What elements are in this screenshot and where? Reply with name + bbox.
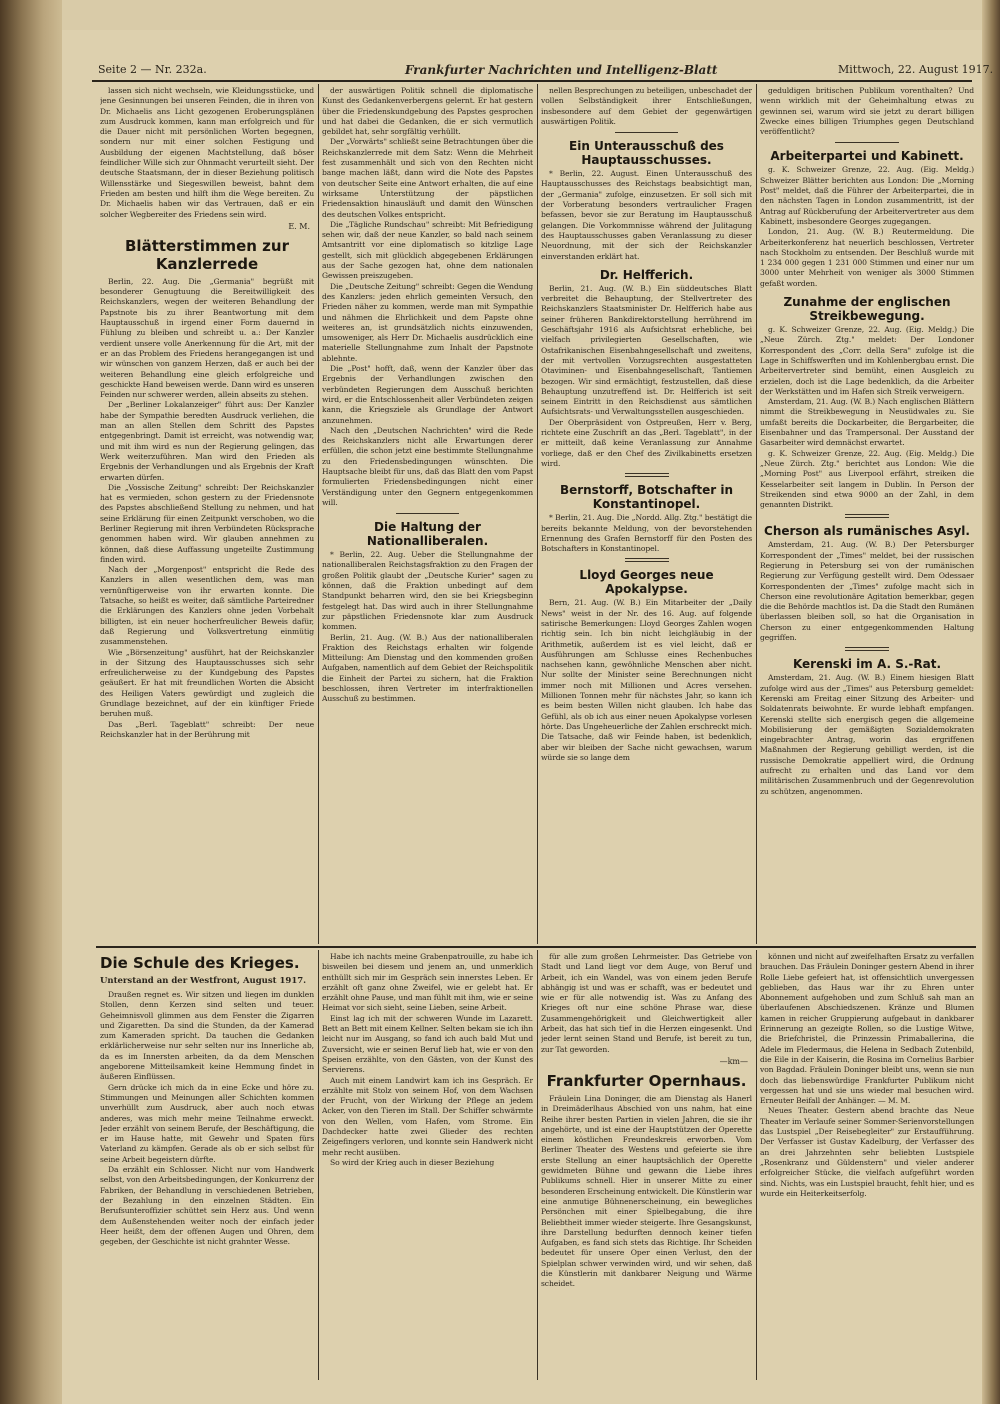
- headline-nationalliberalen: Die Haltung der Nationalliberalen.: [366, 520, 489, 549]
- column-rule: [756, 950, 757, 1380]
- separator: [615, 132, 678, 133]
- article-paragraph: Einst lag ich mit der schweren Wunde im Lazarett. Bett an Bett mit einem Kellner. Selten bekam sie ich ihn leicht nur im Ausgang, so fand ich auch bald Mut und Zuversicht, wie er seinen Beruf lieb hat, wie er von den Speisen erzählte, von den Gästen, von der Kunst des Servierens.: [322, 1013, 533, 1075]
- article-signature: E. M.: [288, 221, 310, 231]
- article-paragraph: für alle zum großen Lehrmeister. Das Getriebe von Stadt und Land liegt vor dem Auge, von Beruf und Arbeit, ich ein Wandel, was von einem jeden Berufe abhängig ist und was er schafft, was er bedeutet und wie er für alle notwendig ist. Was zu Anfang des Krieges oft nur eine schöne Phrase war, diese Zusammengehörigkeit und Gleichwertigkeit aller Arbeit, das hat sich tief in die Herzen eingesenkt. Und jeder lernt seinen Stand und Berufe, ist bereit zu tun, zur Tat geworden.: [541, 952, 752, 1054]
- page-number: Seite 2 — Nr. 232a.: [98, 63, 207, 76]
- column-1: [100, 86, 314, 944]
- article-signature: —km—: [719, 1056, 748, 1066]
- masthead: Frankfurter Nachrichten und Intelligenz-Blatt: [405, 63, 718, 77]
- article-paragraph: Nach den „Deutschen Nachrichten" wird die Rede des Reichskanzlers nicht alle Erwartungen derer erfüllen, die schon jetzt eine bestimmte Stellungnahme zu den Friedensbedingungen wünschten. Die Hauptsache bleibt für uns, daß das Blatt den vom Papst formulierten Friedensbedingungen nicht einer Verständigung unter den Gegnern entgegenkommen will.: [322, 425, 533, 507]
- headline-cherson: Cherson als rumänisches Asyl.: [764, 524, 970, 539]
- article-paragraph: Berlin, 21. Aug. (W. B.) Ein süddeutsches Blatt verbreitet die Behauptung, der Stellvertreter des Reichskanzlers Staatsminister Dr. Helfferich habe aus seiner früheren Bankdirektorstellung herrührend im Geschäftsjahr 1916 als Aufsichtsrat erhebliche, bei vielfach privilegierten Gesellschaften, wie Ostafrikanischen Eisenbahngesellschaft und zweitens, der mit vertvollen Vorzugsrechten ausgestatteten Otaviminen- und Eisenbahngesellschaft, Tantiemen bezogen. Wir sind ermächtigt, festzustellen, daß diese Behauptung unzutreffend ist. Dr. Helfferich ist seit seinem Eintritt in den Reichsdienst aus sämtlichen Aufsichtsrats- und Verwaltungsstellen ausgeschieden.: [541, 283, 752, 417]
- article-paragraph: Nach der „Morgenpost" entspricht die Rede des Kanzlers in allen wesentlichen dem, was man vernünftigerweise von ihr erwarten konnte. Die Tatsache, so heißt es weiter, daß sämtliche Parteiredner die Erklärungen des Kanzlers ohne jeden Vorbehalt billigten, ist ein neuer hocherfreulicher Beweis dafür, daß Regierung und Volksvertretung einmütig zusammenstehen.: [100, 565, 314, 647]
- book-binding-edge: [0, 0, 62, 1404]
- article-paragraph: Fräulein Lina Doninger, die am Dienstag als Hanerl in Dreimäderlhaus Abschied von uns nahm, hat eine Reihe ihrer besten Partien in vielen Jahren, die sie ihr angehörte, und ist eine der Hauptstützen der Operette einem köstlichen Freundeskreis erworben. Vom Berliner Theater des Westens und gefeierte sie ihre erste Stellung an einer hauptsächlich der Operette gewidmeten Bühne und gewann die Liebe ihres Publikums schnell. Hier in unserer Mitte zu einer besonderen Erscheinung entwickelt. Die Künstlerin war eine anmutige Bühnenerscheinung, ein bewegliches Persönchen mit einer Spielbegabung, die ihre Beliebtheit immer wieder steigerte. Ihre Gesangskunst, ihre Darstellung bedurften dennoch keiner tiefen Aufgaben, es fand sich stets das Richtige. Ihr Scheiden bedeutet für unsere Oper einen Verlust, den der Spielplan schwer verwinden wird, und wir sehen, daß die Künstlerin mit dankbarer Neigung und Wärme scheidet.: [541, 1093, 752, 1289]
- headline-blaetterstimmen: Blätterstimmen zur Kanzlerrede: [125, 236, 289, 273]
- article-paragraph: Die „Deutsche Zeitung" schreibt: Gegen die Wendung des Kanzlers: jeden ehrlich gemeinten Versuch, den Frieden näher zu kommen, werde man mit Sympathie und nähmen die Ehrlichkeit und dem Papste ohne weiteres an, ist grundsätzlich nichts einzuwenden, umsoweniger, als Herr Dr. Michaelis ausdrücklich eine materielle Stellungnahme zum Inhalt der Papstnote ablehnte.: [322, 281, 533, 363]
- article-paragraph: Bern, 21. Aug. (W. B.) Ein Mitarbeiter der „Daily News" weist in der Nr. des 16. Aug. auf folgende satirische Bemerkungen: Lloyd Georges Zahlen wogen richtig sein. Ich bin nicht leichgläubig in der Arithmetik, außerdem ist es viel leicht, daß er Ausführungen am Schlusse eines Rechenbuches nachsehen kann, gewöhnliche Menschen aber nicht. Nur sollte der Minister seine Berechnungen nicht immer noch mit Millionen und Acres versehen. Millionen Tonnen mehr für nächstes Jahr, so kann ich es beim besten Willen nicht glauben. Ich habe das Gefühl, als ob ich aus einer neuen Apokalypse vorlesen hörte. Das Ungeheuerliche der Zahlen erschreckt mich. Die Tatsache, daß wir Feinde haben, ist bedenklich, aber wir bleiben der Sache nicht gewachsen, warum würde sie so lange dem: [541, 598, 752, 762]
- column-rule: [537, 950, 538, 1380]
- next-page-edge: [982, 0, 1000, 1404]
- article-paragraph: * Berlin, 21. Aug. Die „Nordd. Allg. Ztg." bestätigt die bereits bekannte Meldung, von der bevorstehenden Ernennung des Grafen Bernstorff für den Posten des Botschafters in Konstantinopel.: [541, 513, 752, 554]
- article-paragraph: Der Oberpräsident von Ostpreußen, Herr v. Berg, richtete eine Zuschrift an das „Berl. Tageblatt", in der er mitteilt, daß keine Veranlassung zur Annahme vorliege, daß er den Chef des Zivilkabinetts ersetzen wird.: [541, 417, 752, 468]
- column-rule: [756, 84, 757, 944]
- article-paragraph: der auswärtigen Politik schnell die diplomatische Kunst des Gedankenverbergens gelernt. Er hat gestern über die Friedenskundgebung des Papstes gesprochen und hat dabei die Gedanken, die er sich vermutlich gebildet hat, sehr sorgfältig verhüllt.: [322, 86, 533, 137]
- article-paragraph: geduldigen britischen Publikum vorenthalten? Und wenn wirklich mit der Geheimhaltung etwas zu gewinnen sei, warum wird sie jetzt zu derart billigen Zwecke eines billigen Triumphes gegen Deutschland veröffentlicht?: [760, 86, 974, 137]
- headline-helfferich: Dr. Helfferich.: [599, 267, 694, 282]
- article-paragraph: Wie „Börsenzeitung" ausführt, hat der Reichskanzler in der Sitzung des Hauptausschusses sich sehr erfreulicherweise zu der Kundgebung des Papstes geäußert. Er hat mit freundlichen Worten die Absicht des Heiligen Vaters gewürdigt und zugleich die Grundlage bezeichnet, auf der ein künftiger Friede beruhen muß.: [100, 647, 314, 719]
- article-paragraph: Das „Berl. Tageblatt" schreibt: Der neue Reichskanzler hat in der Berührung mit: [100, 719, 314, 739]
- article-paragraph: g. K. Schweizer Grenze, 22. Aug. (Eig. Meldg.) Schweizer Blätter berichten aus London: Die „Morning Post" meldet, daß die Führer der Arbeiterpartei, die in den nächsten Tagen in London zusammentritt, ist der Antrag auf Rückberufung der Arbeitervertreter aus dem Kabinett, insbesondere Georges zugegangen.: [760, 165, 974, 226]
- column-3: [541, 86, 752, 944]
- article-paragraph: * Berlin, 22. August. Einen Unterausschuß des Hauptausschusses des Reichstags beabsichtigt man, der „Germania" zufolge, einzusetzen. Er soll sich mit der Vorberatung besonders vertraulicher Fragen befassen, bevor sie zur Beratung im Hauptausschuß gelangen. Die Vorkommnisse während der Julitagung des Hauptausschusses gaben Veranlassung zu dieser Neuordnung, mit der sich der Reichskanzler einverstanden erklärt hat.: [541, 169, 752, 261]
- article-paragraph: Die „Vossische Zeitung" schreibt: Der Reichskanzler hat es vermieden, schon gestern zu der Friedensnote des Papstes abschließend Stellung zu nehmen, und hat seine Erklärung für einen Zeitpunkt verschoben, wo die Berliner Regierung mit ihren Verbündeten Rücksprache genommen haben wird. Wir glauben annehmen zu können, daß diese Auffassung ungeteilte Zustimmung finden wird.: [100, 482, 314, 564]
- article-paragraph: lassen sich nicht wechseln, wie Kleidungsstücke, und jene Gesinnungen bei unseren Feinden, die in ihren von Dr. Michaelis ans Licht gezogenen Eroberungsplänen zum Ausdruck kommen, kann man erfolgreich und für die Dauer nicht mit persönlichen Worten begegnen, sondern nur mit einer solchen Festigung und Ausbildung der eigenen Machtstellung, daß böser feindlicher Wille sich zur Ohnmacht verurteilt sieht. Der deutsche Staatsmann, der in dieser Beziehung politisch Willensstärke und Siegeswillen beweist, bahnt dem Frieden am besten und hilft ihm die Wege bereiten. Zu Dr. Michaelis haben wir das Vertrauen, daß er ein solcher Wegbereiter des Friedens sein wird.: [100, 86, 314, 219]
- article-paragraph: Da erzählt ein Schlosser. Nicht nur vom Handwerk selbst, von den Arbeitsbedingungen, der Konkurrenz der Fabriken, der Behandlung in verschiedenen Betrieben, der Bezahlung in den einzelnen Städten. Ein Berufsunteroffizier schüttet sein Herz aus. Und wenn dem Außenstehenden weiter noch der einfach jeder Heer heißt, dem der offenen Augen und Ohren, dem gegeben, der Geschichte ist nicht grahnter Wesse.: [100, 1165, 314, 1247]
- article-paragraph: Auch mit einem Landwirt kam ich ins Gespräch. Er erzählte mit Stolz von seinem Hof, von dem Wachsen der Frucht, von der Wirkung der Pflege an jedem Acker, von den Tieren im Stall. Der Schiffer schwärmte von den Wellen, vom Hafen, vom Strome. Ein Dachdecker hatte zwei Glieder des rechten Zeigefingers verloren, und konnte sein Handwerk nicht mehr recht ausüben.: [322, 1075, 533, 1157]
- ornament-rule: [625, 473, 669, 477]
- article-paragraph: Die „Tägliche Rundschau" schreibt: Mit Befriedigung sehen wir, daß der neue Kanzler, so bald nach seinem Amtsantritt vor eine diplomatisch so kitzlige Lage gestellt, sich mit glücklich abgegebenen Erklärungen aus der Sache gezogen hat, ohne dem nationalen Gewissen preiszugeben.: [322, 219, 533, 281]
- ornament-rule: [625, 558, 669, 562]
- issue-date: Mittwoch, 22. August 1917.: [838, 63, 994, 76]
- article-paragraph: können und nicht auf zweifelhaften Ersatz zu verfallen brauchen. Das Fräulein Doninger gestern Abend in ihrer Rolle Liebe gefeiert hat, ist offensichtlich unvergessen geblieben, das Haus war ihr zu Ehren unter Abonnement aufgehoben und zum Schluß sah man an überlaufenen Abschiedszenen. Kränze und Blumen kamen in reicher Gruppierung aufgebaut in dankbarer Erinnerung an gezeigte Rollen, so die Lustige Witwe, die Briefchristel, die Prinzessin Primaballerina, die Adele im Fledermaus, die Helena in Sedbach Zutenbild, die Eile in der Kaiserin, die Rosina im Cornelius Barbier von Bagdad. Fräulein Doninger bleibt uns, wenn sie nun doch das liebenswürdige Frankfurter Publikum nicht vergessen hat und sie uns wieder mal besuchen wird. Erneuter Beifall der Anhänger. — M. M.: [760, 952, 974, 1106]
- headline-schule-des-krieges: Die Schule des Krieges.: [100, 954, 300, 972]
- feuilleton-column-2: [322, 952, 533, 1380]
- article-paragraph: Amsterdam, 21. Aug. (W. B.) Der Petersburger Korrespondent der „Times" meldet, bei der russischen Regierung in Petersburg sei von der rumänischen Regierung zur Verfügung gestellt wird. Dem Odessaer Korrespondenten der „Times" zufolge macht sich in Cherson eine revolutionäre Agitation bemerkbar, gegen die die Behörde machtlos ist. Da die Stadt den Rumänen überlassen bleiben soll, so hat die Organisation in Cherson zu einer entgegenkommenden Haltung gegriffen.: [760, 540, 974, 643]
- headline-opernhaus: Frankfurter Opernhaus.: [546, 1071, 747, 1090]
- separator: [396, 513, 459, 514]
- article-paragraph: So wird der Krieg auch in dieser Beziehung: [330, 1157, 495, 1167]
- feuilleton-column-1: [100, 952, 314, 1380]
- article-paragraph: Die „Post" hofft, daß, wenn der Kanzler über das Ergebnis der Verhandlungen zwischen den verbündeten Regierungen dem Ausschuß berichten wird, er die Entschlossenheit aller Verbündeten zeigen kann, die Kriegsziele als Grundlage der Antwort anzunehmen.: [322, 364, 533, 425]
- article-paragraph: g. K. Schweizer Grenze, 22. Aug. (Eig. Meldg.) Die „Neue Zürch. Ztg." meldet: Der Londoner Korrespondent des „Corr. della Sera" zufolge ist die Lage in Schiffswerften und im Kohlenbergbau ernst. Die Arbeitervertreter sind bemüht, einen Ausgleich zu erzielen, doch ist die Lage bedenklich, da die Arbeiter der Werkstätten und im Hafen sich Streik verweigern.: [760, 325, 974, 396]
- ornament-rule: [845, 647, 889, 651]
- article-paragraph: Der „Vorwärts" schließt seine Betrachtungen über die Reichskanzlerrede mit dem Satz: Wenn die Mehrheit fest zusammenhält und sich von den Rechten nicht bange machen läßt, dann wird die Note des Papstes von deutscher Seite eine Antwort erhalten, die auf eine wirksame Unterstützung der päpstlichen Friedensaktion hinausläuft und damit den Wünschen des deutschen Volkes entspricht.: [322, 137, 533, 219]
- article-paragraph: Berlin, 22. Aug. Die „Germania" begrüßt mit besonderer Genugtuung die Bereitwilligkeit des Reichskanzlers, wegen der weiteren Behandlung der Papstnote bis zu ihrer Beantwortung mit dem Hauptausschuß in irgend einer Form dauernd in Fühlung zu bleiben und schreibt u. a.: Der Kanzler verdient unsere volle Anerkennung für die Art, mit der er an das Problem des Friedens herangegangen ist und wir wünschen von ganzem Herzen, daß er auch bei der weiteren Behandlung eine gleich erfolgreiche und geschickte Hand beweisen werde. Dann wird es unseren Feinden nur schwerer werden, allein abseits zu stehen.: [100, 276, 314, 400]
- header-rule: [92, 80, 972, 82]
- article-paragraph: Draußen regnet es. Wir sitzen und liegen im dunklen Stollen, denn Kerzen sind selten und teuer. Geheimnisvoll glimmen aus dem Fenster die Zigarren und Zigaretten. Da sind die Stunden, da der Kamerad zum Kameraden spricht. Da tauchen die Gedanken erklärlicherweise nur sehr selten nur ins Innerliche ab, da es im Innersten arbeiten, da da dem Menschen angeborene Mitteilsamkeit keine Hemmung findet in äußeren Einflüssen.: [100, 990, 314, 1082]
- ornament-rule: [845, 514, 889, 518]
- feuilleton-column-4: [760, 952, 974, 1380]
- dateline: Unterstand an der Westfront, August 1917.: [100, 976, 307, 986]
- column-rule: [537, 84, 538, 944]
- article-paragraph: Neues Theater. Gestern abend brachte das Neue Theater im Verlaufe seiner Sommer-Serienvorstellungen das Lustspiel „Der Reisebegleiter" zur Erstaufführung. Der Verfasser ist Gustav Kadelburg, der Verfasser des an drei Jahrzehnten sehr beliebten Lustspiele „Rosenkranz und Güldenstern" und vieler anderer erfolgreicher Stücke, die vielfach aufgeführt worden sind. Nichts, was ein Lustspiel braucht, fehlt hier, und es wurde ein Heiterkeitserfolg.: [760, 1106, 974, 1198]
- article-paragraph: Berlin, 21. Aug. (W. B.) Aus der nationalliberalen Fraktion des Reichstags erhalten wir folgende Mitteilung: Am Dienstag und den kommenden großen Aufgaben, namentlich auf dem Gebiet der Reichspolitik die Einheit der Partei zu sichern, hat die Fraktion beschlossen, ihren Vertreter im interfraktionellen Ausschuß zu bestimmen.: [322, 632, 533, 704]
- article-paragraph: London, 21. Aug. (W. B.) Reutermeldung. Die Arbeiterkonferenz hat neuerlich beschlossen, Vertreter nach Stockholm zu entsenden. Der Beschluß wurde mit 1 234 000 gegen 1 231 000 Stimmen und einer nur um 3000 unter Mehrheit von weniger als 3000 Stimmen gefaßt worden.: [760, 227, 974, 288]
- separator: [835, 142, 899, 143]
- article-paragraph: nellen Besprechungen zu beteiligen, unbeschadet der vollen Selbständigkeit ihrer Entschließungen, insbesondere auf dem Gebiet der gegenwärtigen auswärtigen Politik.: [541, 86, 752, 126]
- column-rule: [318, 84, 319, 944]
- headline-kerenski: Kerenski im A. S.-Rat.: [792, 657, 942, 672]
- article-paragraph: g. K. Schweizer Grenze, 22. Aug. (Eig. Meldg.) Die „Neue Zürch. Ztg." berichtet aus London: Wie die „Morning Post" aus Liverpool erfährt, streiken die Kesselarbeiter seit langem in Dublin. In Person der Streikenden sind etwa 9000 an der Zahl, in dem genannten Distrikt.: [760, 448, 974, 510]
- feuilleton-column-3: [541, 952, 752, 1380]
- column-rule: [318, 950, 319, 1380]
- section-rule: [96, 946, 976, 948]
- headline-streikbewegung: Zunahme der englischen Streikbewegung.: [783, 295, 951, 324]
- headline-lloyd-george: Lloyd Georges neue Apokalypse.: [579, 568, 714, 597]
- article-paragraph: Gern drücke ich mich da in eine Ecke und höre zu. Stimmungen und Meinungen aller Schichten kommen unverhüllt zum Ausdruck, aber auch noch etwas anderes, was mich mehr meine Teilnahme erweckt. Jeder erzählt von seinem Berufe, der Beschäftigung, die er im Hause hatte, mit Gewehr und Spaten fürs Vaterland zu kämpfen. Gerade als ob er sich selbst für seine Arbeit begeistern dürfte.: [100, 1082, 314, 1164]
- headline-unterausschuss: Ein Unterausschuß des Hauptausschusses.: [569, 139, 724, 168]
- article-paragraph: Habe ich nachts meine Grabenpatrouille, zu habe ich bisweilen bei diesem und jenem an, und unmerklich enthüllt sich mir im Gespräch sein innerstes Leben. Er erzählt oft ganz ohne Zweifel, wie er gelebt hat. Er erzählt ohne Pause, und man fühlt mit ihm, wie er seine Heimat vor sich sieht, seine Lieben, seine Arbeit.: [322, 952, 533, 1013]
- article-paragraph: Amsterdam, 21. Aug. (W. B.) Nach englischen Blättern nimmt die Streikbewegung in Neusüdwales zu. Sie umfaßt bereits die Dockarbeiter, die Bergarbeiter, die Eisenbahner und das Trampersonal. Der Ausstand der Gasarbeiter wird demnächst erwartet.: [760, 397, 974, 448]
- article-paragraph: Amsterdam, 21. Aug. (W. B.) Einem hiesigen Blatt zufolge wird aus der „Times" aus Petersburg gemeldet: Kerenski am Freitag einer Sitzung des Arbeiter- und Soldatenrats beiwohnte. Er wurde lebhaft empfangen. Kerenski stellte sich energisch gegen die allgemeine Mobilisierung der gemäßigten Sozialdemokraten eingebrachter Antrag, worin das ergriffenen Maßnahmen der Regierung gebilligt werden, ist die russische Demokratie appelliert wird, die Ordnung aufrecht zu erhalten und das Land vor dem militärischen Zusammenbruch und der Gegenrevolution zu schützen, angenommen.: [760, 673, 974, 796]
- article-paragraph: Der „Berliner Lokalanzeiger" führt aus: Der Kanzler habe der Sympathie beredten Ausdruck verliehen, die man an allen Stellen dem Schritt des Papstes entgegenbringt. Damit ist erreicht, was notwendig war, und mit ihm wird es nun der Regierung gelingen, das Werk weiterzuführen. Man wird den Frieden als Ergebnis der Verhandlungen und als Ergebnis der Kraft erwarten dürfen.: [100, 400, 314, 482]
- headline-bernstorff: Bernstorff, Botschafter in Konstantinopel.: [559, 483, 734, 512]
- column-2: [322, 86, 533, 944]
- headline-arbeiterpartei: Arbeiterpartei und Kabinett.: [770, 149, 964, 164]
- column-4: [760, 86, 974, 944]
- article-paragraph: * Berlin, 22. Aug. Ueber die Stellungnahme der nationalliberalen Reichstagsfraktion zu den Fragen der großen Politik glaubt der „Deutsche Kurier" sagen zu können, daß die Fraktion unbedingt auf dem Standpunkt beharren wird, den sie bei Kriegsbeginn festgelegt hat. Das wird auch in ihrer Stellungnahme zur päpstlichen Friedensnote klar zum Ausdruck kommen.: [322, 550, 533, 632]
